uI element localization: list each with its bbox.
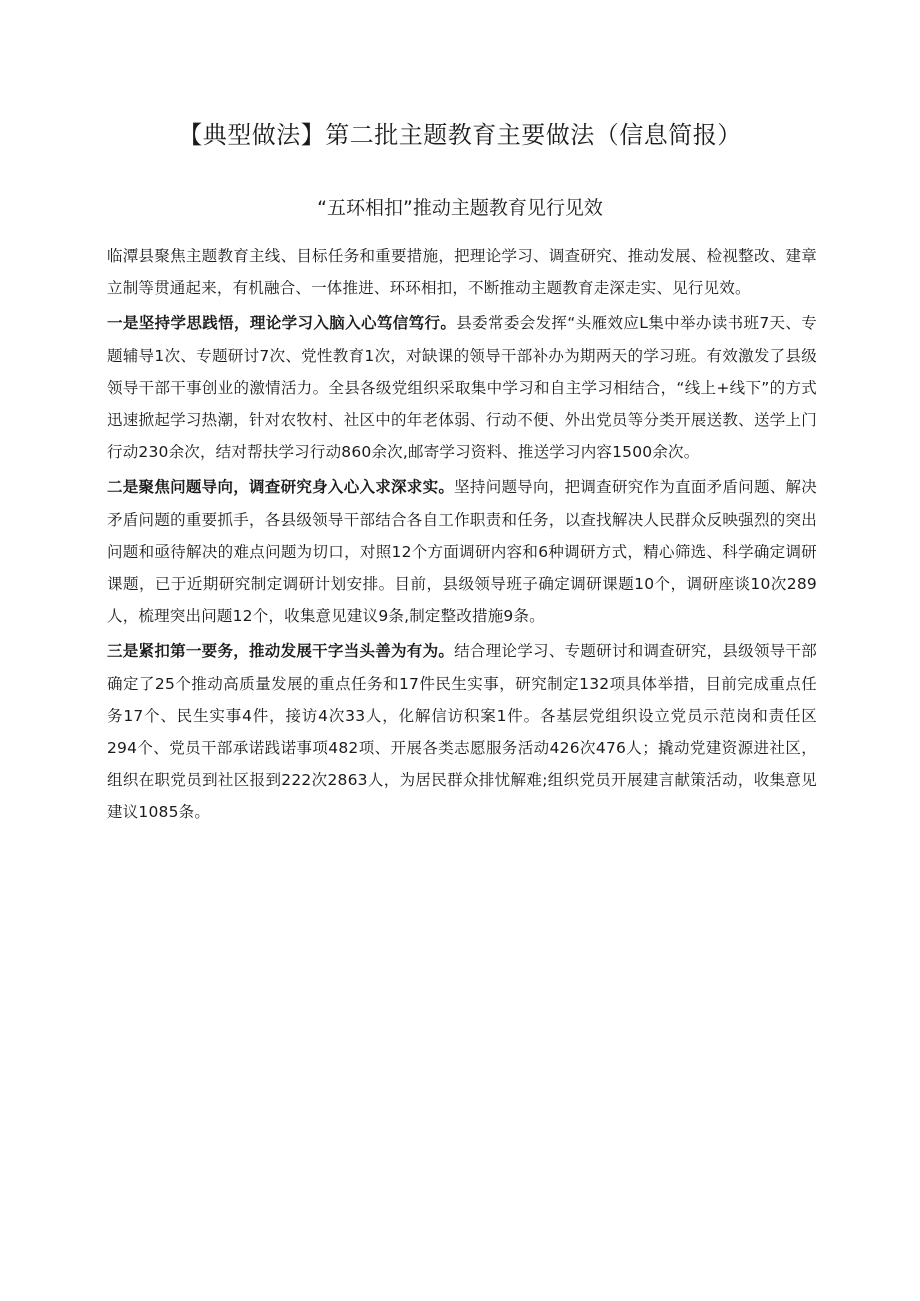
- section-2-lead: 二是聚焦问题导向，调查研究身入心入求深求实。: [107, 478, 455, 497]
- section-3-text: 结合理论学习、专题研讨和调查研究，县级领导干部确定了25个推动高质量发展的重点任务和17件民生实事，研究制定132项具体举措，目前完成重点任务17个、民生实事4件，接访4次33人，化解信访积案1件。各基层党组织设立党员示范岗和责任区294个、党员干部承诺践诺事项482项、开展各类志愿服务活动426次476人；撬动党建资源进社区，组织在职党员到社区报到222次2863人，为居民群众排忧解难;组织党员开展建言献策活动，收集意见建议1085条。: [107, 642, 818, 822]
- document-body: [107, 240, 817, 832]
- section-paragraph-3: [107, 635, 817, 828]
- section-1-text: 县委常委会发挥“头雁效应L集中举办读书班7天、专题辅导1次、专题研讨7次、党性教育1次，对缺课的领导干部补办为期两天的学习班。有效激发了县级领导干部干事创业的激情活力。全县各级党组织采取集中学习和自主学习相结合，“线上+线下”的方式迅速掀起学习热潮，针对农牧村、社区中的年老体弱、行动不便、外出党员等分类开展送教、送学上门行动230余次，结对帮扶学习行动860余次,邮寄学习资料、推送学习内容1500余次。: [107, 314, 817, 462]
- document-subtitle: “五环相扣”推动主题教育见行见效: [317, 197, 603, 219]
- section-paragraph-2: [107, 471, 817, 632]
- section-paragraph-1: [107, 307, 817, 468]
- section-1-lead: 一是坚持学思践悟，理论学习入脑入心笃信笃行。: [107, 314, 457, 333]
- section-3-lead: 三是紧扣第一要务，推动发展干字当头善为有为。: [107, 642, 455, 661]
- section-2-text: 坚持问题导向，把调查研究作为直面矛盾问题、解决矛盾问题的重要抓手，各县级领导干部结合各自工作职责和任务，以查找解决人民群众反映强烈的突出问题和亟待解决的难点问题为切口，对照12个方面调研内容和6种调研方式，精心筛选、科学确定调研课题，已于近期研究制定调研计划安排。目前，县级领导班子确定调研课题10个，调研座谈10次289人，梳理突出问题12个，收集意见建议9条,制定整改措施9条。: [107, 478, 818, 626]
- intro-paragraph: 临潭县聚焦主题教育主线、目标任务和重要措施，把理论学习、调查研究、推动发展、检视整改、建章立制等贯通起来，有机融合、一体推进、环环相扣，不断推动主题教育走深走实、见行见效。: [107, 247, 817, 298]
- document-title: 【典型做法】第二批主题教育主要做法（信息简报）: [178, 121, 742, 149]
